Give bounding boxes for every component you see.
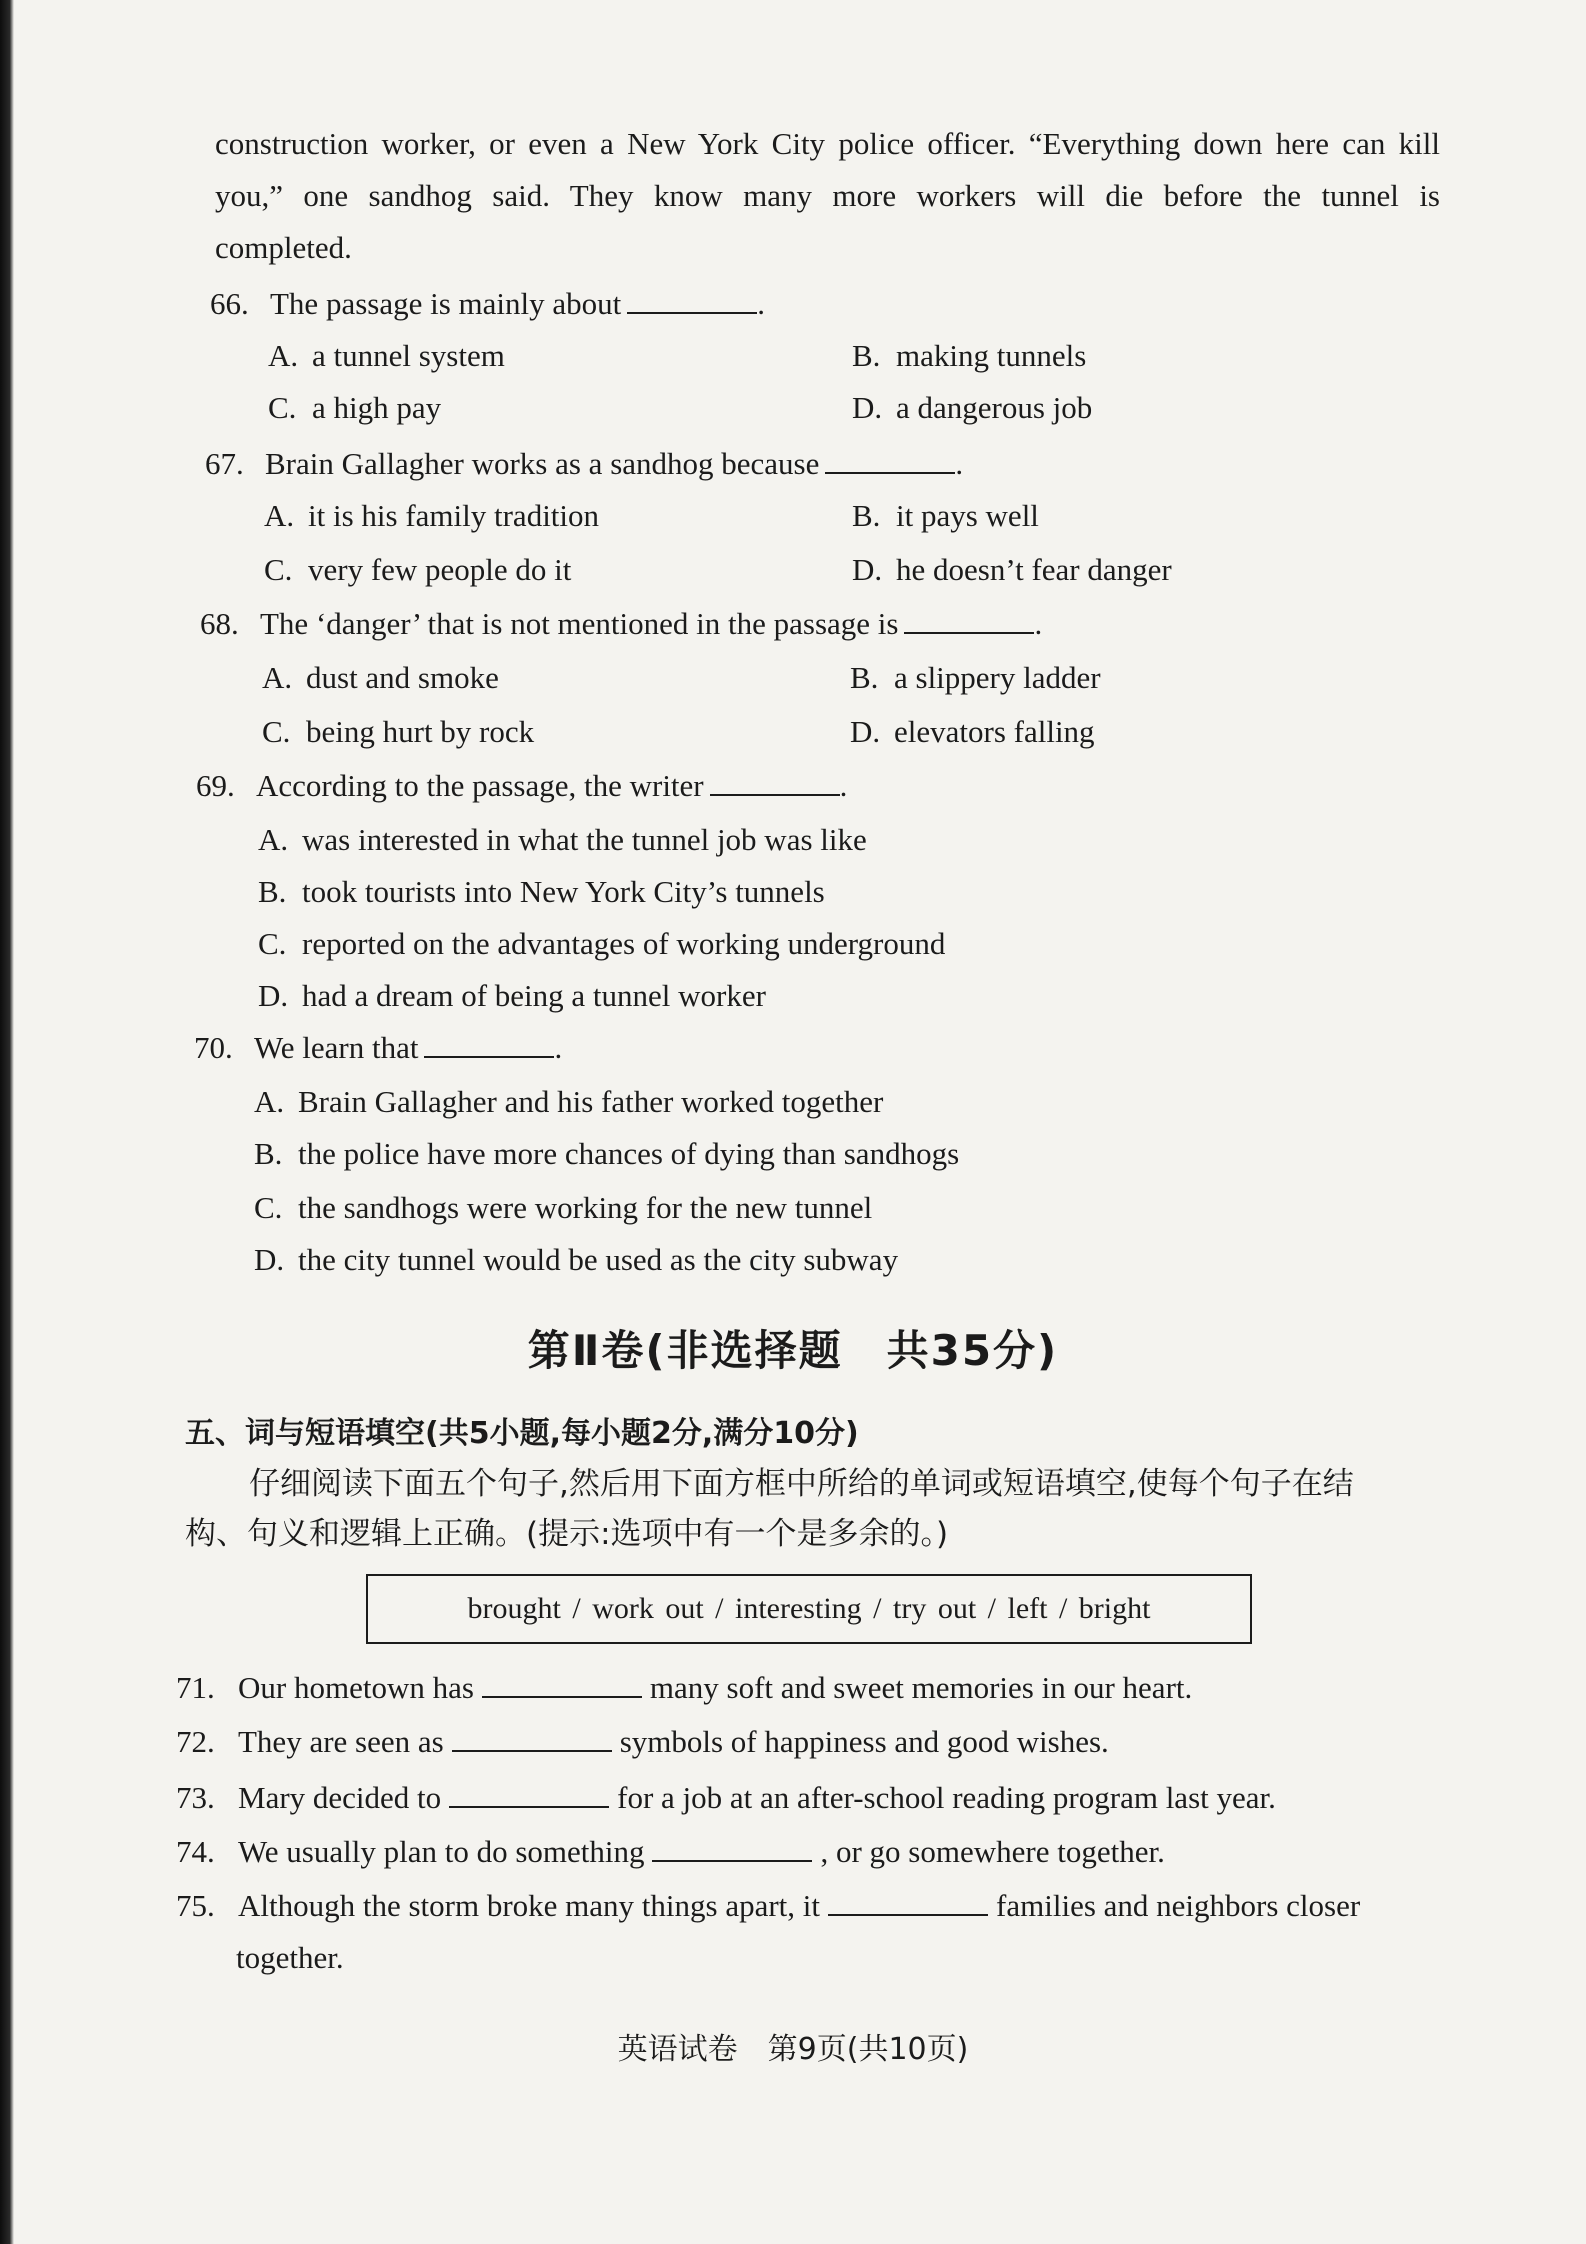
fill-blank[interactable] bbox=[449, 1778, 609, 1808]
item-before: Mary decided to bbox=[238, 1780, 442, 1815]
question-66 bbox=[210, 284, 765, 324]
option-label: A. bbox=[258, 822, 289, 857]
item-number: 71. bbox=[176, 1670, 215, 1705]
question-69 bbox=[196, 766, 847, 806]
fill-item-75 bbox=[176, 1886, 1360, 1926]
option-69-c[interactable] bbox=[258, 924, 945, 964]
passage-line-2: you,” one sandhog said. They know many more workers will die before the tunnel is bbox=[215, 178, 1440, 213]
fill-blank[interactable] bbox=[652, 1832, 812, 1862]
question-stem: According to the passage, the writer bbox=[256, 768, 704, 803]
passage-line-1: construction worker, or even a New York City police officer. “Everything down here can kill bbox=[215, 126, 1440, 161]
answer-blank bbox=[904, 604, 1034, 634]
question-number: 67. bbox=[205, 446, 244, 481]
option-text: took tourists into New York City’s tunnels bbox=[302, 874, 825, 909]
item-number: 74. bbox=[176, 1834, 215, 1869]
option-label: A. bbox=[254, 1084, 285, 1119]
option-label: A. bbox=[264, 498, 295, 533]
option-label: B. bbox=[852, 338, 881, 373]
option-label: C. bbox=[262, 714, 291, 749]
section-2-title: 第Ⅱ卷(非选择题 共35分) bbox=[527, 1326, 1059, 1375]
option-text: being hurt by rock bbox=[306, 714, 535, 749]
item-after: for a job at an after-school reading program last year. bbox=[617, 1780, 1276, 1815]
option-label: A. bbox=[262, 660, 293, 695]
item-after: symbols of happiness and good wishes. bbox=[619, 1724, 1109, 1759]
option-text: it is his family tradition bbox=[308, 498, 600, 533]
option-label: A. bbox=[268, 338, 299, 373]
fill-item-72 bbox=[176, 1722, 1109, 1762]
answer-blank bbox=[710, 766, 840, 796]
answer-blank bbox=[825, 444, 955, 474]
item-number: 73. bbox=[176, 1780, 215, 1815]
option-67-d[interactable] bbox=[852, 550, 1172, 590]
stem-end: . bbox=[955, 446, 964, 481]
option-text: the sandhogs were working for the new tunnel bbox=[298, 1190, 873, 1225]
passage-line-3: completed. bbox=[215, 230, 352, 265]
fill-blank[interactable] bbox=[828, 1886, 988, 1916]
option-66-d[interactable] bbox=[852, 388, 1092, 428]
option-text: it pays well bbox=[896, 498, 1039, 533]
option-label: C. bbox=[254, 1190, 283, 1225]
item-number: 72. bbox=[176, 1724, 215, 1759]
fill-blank[interactable] bbox=[452, 1722, 612, 1752]
question-stem: Brain Gallagher works as a sandhog because bbox=[265, 446, 820, 481]
option-66-a[interactable] bbox=[268, 336, 505, 376]
stem-end: . bbox=[839, 768, 848, 803]
option-70-c[interactable] bbox=[254, 1188, 872, 1228]
question-number: 68. bbox=[200, 606, 239, 641]
question-number: 66. bbox=[210, 286, 249, 321]
option-text: making tunnels bbox=[896, 338, 1087, 373]
option-label: D. bbox=[852, 390, 883, 425]
item-after: many soft and sweet memories in our heart. bbox=[649, 1670, 1193, 1705]
stem-end: . bbox=[554, 1030, 563, 1065]
word-bank-box: brought / work out / interesting / try out / left / bright bbox=[366, 1574, 1252, 1644]
option-text: had a dream of being a tunnel worker bbox=[302, 978, 766, 1013]
option-67-a[interactable] bbox=[264, 496, 599, 536]
answer-blank bbox=[424, 1028, 554, 1058]
option-66-c[interactable] bbox=[268, 388, 441, 428]
option-66-b[interactable] bbox=[852, 336, 1086, 376]
fill-item-73 bbox=[176, 1778, 1276, 1818]
option-text: dust and smoke bbox=[306, 660, 499, 695]
fill-item-74 bbox=[176, 1832, 1165, 1872]
option-text: was interested in what the tunnel job was like bbox=[302, 822, 867, 857]
part-5-title: 五、词与短语填空(共5小题,每小题2分,满分10分) bbox=[185, 1416, 859, 1451]
fill-blank[interactable] bbox=[482, 1668, 642, 1698]
option-text: very few people do it bbox=[308, 552, 572, 587]
option-68-b[interactable] bbox=[850, 658, 1101, 698]
option-text: a dangerous job bbox=[896, 390, 1093, 425]
option-label: B. bbox=[850, 660, 879, 695]
option-69-d[interactable] bbox=[258, 976, 766, 1016]
question-stem: The passage is mainly about bbox=[270, 286, 622, 321]
option-label: C. bbox=[264, 552, 293, 587]
option-text: a high pay bbox=[312, 390, 442, 425]
option-68-c[interactable] bbox=[262, 712, 534, 752]
stem-end: . bbox=[1034, 606, 1043, 641]
option-67-c[interactable] bbox=[264, 550, 571, 590]
option-text: a tunnel system bbox=[312, 338, 505, 373]
page-footer: 英语试卷 第9页(共10页) bbox=[617, 2032, 969, 2067]
stem-end: . bbox=[757, 286, 765, 321]
option-text: reported on the advantages of working underground bbox=[302, 926, 946, 961]
question-number: 70. bbox=[194, 1030, 233, 1065]
option-70-d[interactable] bbox=[254, 1240, 898, 1280]
option-label: B. bbox=[258, 874, 287, 909]
option-label: C. bbox=[268, 390, 297, 425]
option-label: C. bbox=[258, 926, 287, 961]
answer-blank bbox=[627, 284, 757, 314]
item-before: Although the storm broke many things apart, it bbox=[238, 1888, 821, 1923]
question-70 bbox=[194, 1028, 562, 1068]
question-67 bbox=[205, 444, 963, 484]
question-stem: We learn that bbox=[254, 1030, 419, 1065]
question-number: 69. bbox=[196, 768, 235, 803]
item-before: They are seen as bbox=[238, 1724, 444, 1759]
part-5-instruction-2: 构、句义和逻辑上正确。(提示:选项中有一个是多余的。) bbox=[185, 1516, 949, 1552]
item-after: , or go somewhere together. bbox=[820, 1834, 1165, 1869]
option-68-d[interactable] bbox=[850, 712, 1095, 752]
option-text: he doesn’t fear danger bbox=[896, 552, 1172, 587]
item-number: 75. bbox=[176, 1888, 215, 1923]
part-5-instruction-1: 仔细阅读下面五个句子,然后用下面方框中所给的单词或短语填空,使每个句子在结 bbox=[249, 1466, 1354, 1502]
option-text: a slippery ladder bbox=[894, 660, 1101, 695]
option-70-a[interactable] bbox=[254, 1082, 883, 1122]
option-label: D. bbox=[852, 552, 883, 587]
item-before: We usually plan to do something bbox=[238, 1834, 645, 1869]
option-69-a[interactable] bbox=[258, 820, 867, 860]
option-text: elevators falling bbox=[894, 714, 1095, 749]
option-68-a[interactable] bbox=[262, 658, 499, 698]
option-text: the police have more chances of dying than sandhogs bbox=[298, 1136, 960, 1171]
item-before: Our hometown has bbox=[238, 1670, 474, 1705]
option-67-b[interactable] bbox=[852, 496, 1039, 536]
question-stem: The ‘danger’ that is not mentioned in the passage is bbox=[260, 606, 899, 641]
option-label: B. bbox=[852, 498, 881, 533]
question-68 bbox=[200, 604, 1042, 644]
option-text: the city tunnel would be used as the city subway bbox=[298, 1242, 899, 1277]
option-70-b[interactable] bbox=[254, 1134, 959, 1174]
option-text: Brain Gallagher and his father worked together bbox=[298, 1084, 884, 1119]
option-label: B. bbox=[254, 1136, 283, 1171]
item-after: families and neighbors closer bbox=[996, 1888, 1361, 1923]
fill-item-71 bbox=[176, 1668, 1192, 1708]
fill-item-75-continuation: together. bbox=[236, 1940, 344, 1975]
option-label: D. bbox=[850, 714, 881, 749]
option-69-b[interactable] bbox=[258, 872, 825, 912]
option-label: D. bbox=[258, 978, 289, 1013]
option-label: D. bbox=[254, 1242, 285, 1277]
